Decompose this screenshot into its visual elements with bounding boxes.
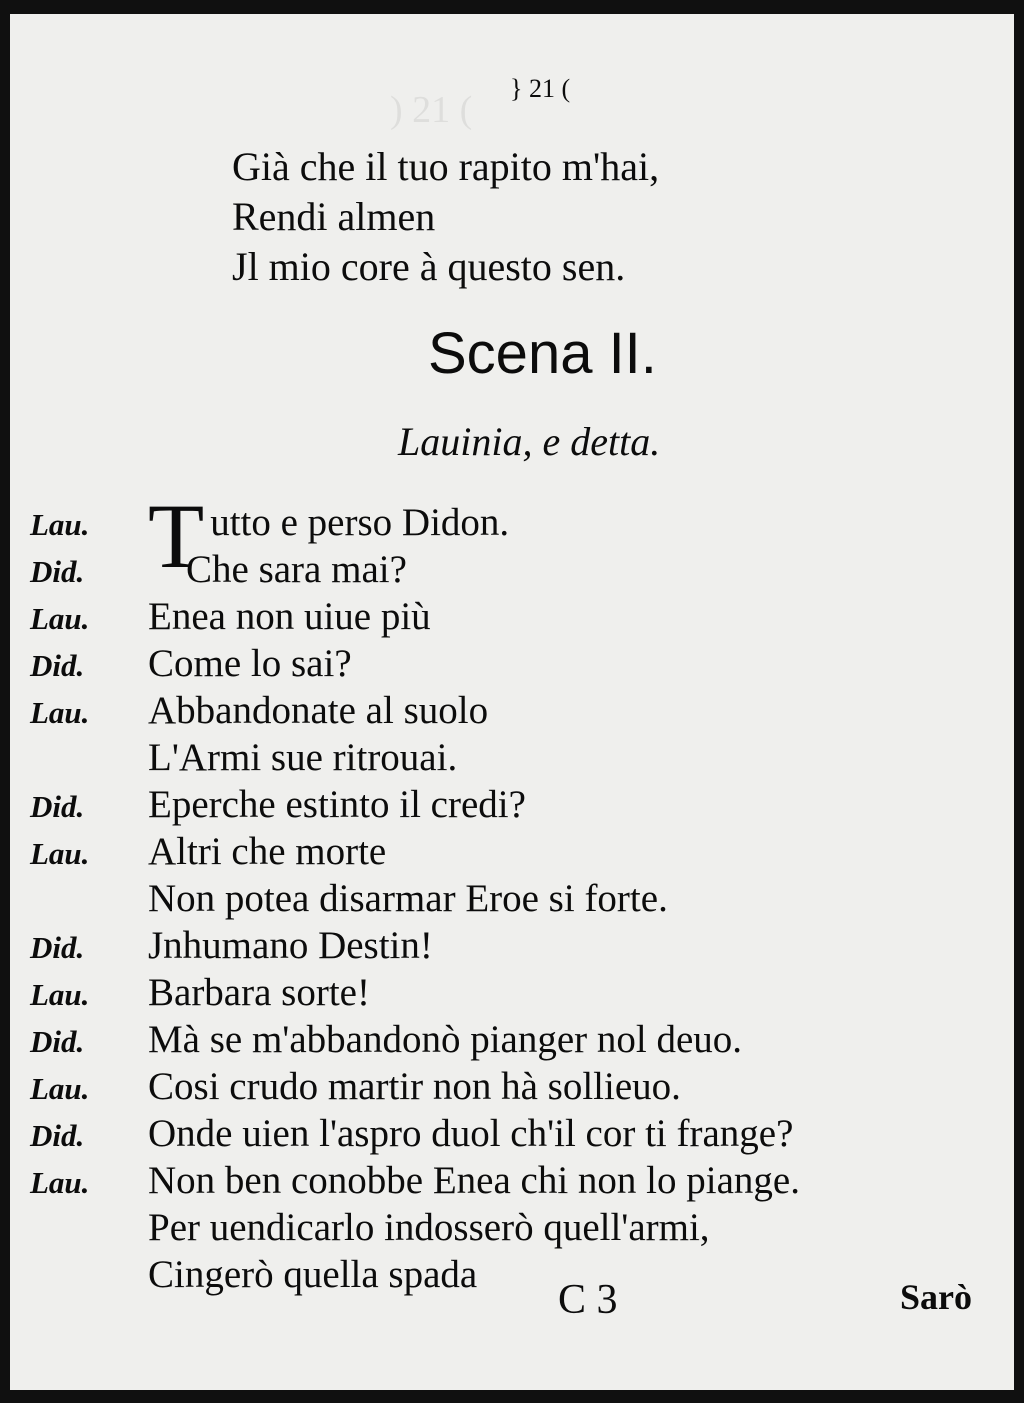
signature-mark: C 3 xyxy=(558,1277,618,1323)
catchword: Sarò xyxy=(900,1277,972,1317)
dialogue-line xyxy=(30,923,1010,970)
dialogue-text: Barbara sorte! xyxy=(148,971,370,1014)
speaker-label: Lau. xyxy=(30,836,90,871)
dialogue-text: Non potea disarmar Eroe si forte. xyxy=(148,877,668,920)
speaker-label: Did. xyxy=(30,1024,85,1059)
dialogue-line xyxy=(30,688,1010,735)
speaker-label: Did. xyxy=(30,554,85,589)
scene-characters: Lauinia, e detta. xyxy=(398,419,661,464)
dialogue-text: Come lo sai? xyxy=(148,642,352,685)
speaker-label: Lau. xyxy=(30,601,90,636)
dialogue-text: Mà se m'abbandonò pianger nol deuo. xyxy=(148,1018,743,1061)
verse-line: Rendi almen xyxy=(232,194,436,239)
dialogue-text: Enea non uiue più xyxy=(148,595,431,638)
dialogue-text: Jnhumano Destin! xyxy=(148,924,433,967)
show-through-text: ) 21 ( xyxy=(390,89,473,131)
verse-line: Jl mio core à questo sen. xyxy=(232,244,626,289)
dialogue-text: Cosi crudo martir non hà sollieuo. xyxy=(148,1065,681,1108)
dialogue-text: Onde uien l'aspro duol ch'il cor ti frange? xyxy=(148,1112,794,1155)
speaker-label: Lau. xyxy=(30,1165,90,1200)
dialogue-text: Che sara mai? xyxy=(186,548,407,591)
dialogue-line xyxy=(30,1158,1010,1205)
dialogue-text: Altri che morte xyxy=(148,830,387,873)
speaker-label: Did. xyxy=(30,930,85,965)
dialogue-text: L'Armi sue ritrouai. xyxy=(148,736,458,779)
dialogue-line xyxy=(30,829,1010,876)
dialogue-line xyxy=(30,594,1010,641)
dialogue-line xyxy=(30,1205,1010,1252)
dialogue-line xyxy=(30,735,1010,782)
verse-line: Già che il tuo rapito m'hai, xyxy=(232,144,660,189)
dialogue-line xyxy=(30,641,1010,688)
dialogue-text xyxy=(148,485,510,587)
dialogue-text-rest: utto e perso Didon. xyxy=(210,501,510,544)
speaker-label: Lau. xyxy=(30,507,90,542)
dialogue-line xyxy=(30,1252,1010,1299)
speaker-label: Did. xyxy=(30,1118,85,1153)
dialogue-line xyxy=(30,970,1010,1017)
dialogue-text: Non ben conobbe Enea chi non lo piange. xyxy=(148,1159,800,1202)
speaker-label: Did. xyxy=(30,648,85,683)
dialogue-text: Eperche estinto il credi? xyxy=(148,783,526,826)
dialogue-line xyxy=(30,1064,1010,1111)
dialogue-line xyxy=(30,876,1010,923)
dialogue-line xyxy=(30,1017,1010,1064)
speaker-label: Did. xyxy=(30,789,85,824)
speaker-label: Lau. xyxy=(30,977,90,1012)
dialogue-line xyxy=(30,1111,1010,1158)
dialogue xyxy=(30,485,1010,1299)
dialogue-line xyxy=(30,782,1010,829)
verse-block xyxy=(232,142,659,292)
dialogue-text: Cingerò quella spada xyxy=(148,1253,478,1296)
drop-cap: T xyxy=(148,485,205,587)
speaker-label: Lau. xyxy=(30,1071,90,1106)
book-page xyxy=(10,14,1014,1390)
page-number: } 21 ( xyxy=(510,74,571,103)
dialogue-text: Abbandonate al suolo xyxy=(148,689,489,732)
dialogue-text: Per uendicarlo indosserò quell'armi, xyxy=(148,1206,710,1249)
scene-title: Scena II. xyxy=(428,321,657,386)
speaker-label: Lau. xyxy=(30,695,90,730)
